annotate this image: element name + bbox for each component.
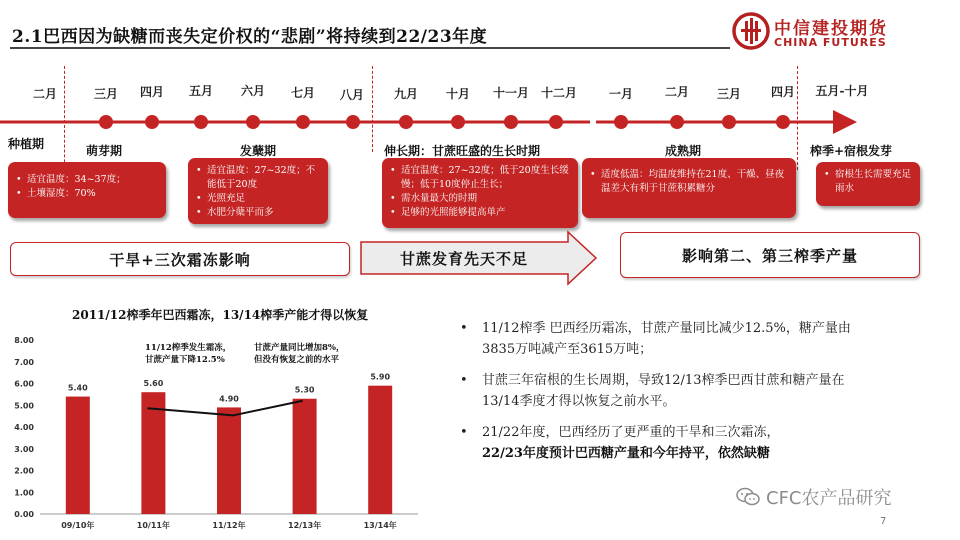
impact-second-third-season-text: 影响第二、第三榨季产量	[681, 246, 858, 265]
timeline-dot	[145, 115, 159, 129]
y-tick-label: 0.00	[14, 510, 34, 519]
logo-english-name: CHINA FUTURES	[774, 36, 887, 49]
analysis-bullets	[460, 318, 880, 474]
bar-value-label: 5.90	[370, 372, 391, 382]
maturity-info-box	[582, 158, 796, 218]
info-item: • 适宜温度：27~32度；不能低于20度	[196, 164, 320, 192]
stage-title-ratoon: 榨季+宿根发芽	[810, 144, 893, 158]
logo-chinese-name: 中信建投期货	[774, 19, 888, 39]
month-label: 六月	[240, 84, 266, 98]
bar	[66, 397, 90, 514]
y-tick-label: 2.00	[14, 466, 34, 476]
timeline-dot	[194, 115, 208, 129]
chart-annotation-recovery	[254, 342, 345, 366]
wechat-watermark	[736, 484, 892, 510]
stage-title-sprouting: 萌芽期	[86, 144, 123, 158]
bullet-text: 11/12榨季 巴西经历霜冻，甘蔗产量同比减少12.5%，糖产量由3835万吨减产至3615万吨；	[482, 321, 851, 357]
y-tick-label: 6.00	[14, 379, 34, 389]
y-tick-label: 8.00	[14, 336, 34, 345]
timeline-dot	[549, 115, 563, 129]
stage-title-planting: 种植期	[8, 137, 45, 151]
bullet-item	[460, 422, 880, 464]
bar-value-label: 5.40	[67, 383, 88, 393]
bullet-bold-text: 22/23年度预计巴西糖产量和今年持平，依然缺糖	[482, 446, 770, 461]
month-label: 二月	[32, 87, 58, 101]
logo-emblem-icon	[732, 12, 770, 50]
bar	[293, 399, 317, 514]
bullet-item	[460, 318, 880, 360]
stage-title-maturity: 成熟期	[665, 144, 702, 158]
chart-annotation-line: 11/12榨季发生霜冻，	[145, 343, 232, 353]
impact-drought-frost-text: 干旱+三次霜冻影响	[109, 250, 251, 269]
timeline-dot	[614, 115, 628, 129]
ratoon-info-box	[816, 162, 920, 206]
info-item: • 适宜温度：27~32度；低于20度生长缓慢；低于10度停止生长；	[390, 164, 570, 192]
period-separator	[797, 66, 798, 170]
bar-value-label: 4.90	[219, 394, 239, 404]
month-label: 三月	[93, 87, 119, 101]
chart-title: 2011/12榨季年巴西霜冻，13/14榨季产能才得以恢复	[72, 308, 369, 322]
timeline-dot	[670, 115, 684, 129]
month-label: 三月	[716, 87, 742, 101]
elongation-info-box	[382, 158, 578, 228]
x-tick-label: 11/12年	[212, 521, 246, 530]
info-item: • 光照充足	[196, 192, 320, 206]
bar-value-label: 5.30	[294, 385, 315, 395]
month-label: 九月	[393, 87, 419, 101]
info-item: • 适度低温：均温度维持在21度、干燥、昼夜温差大有利于甘蔗积累糖分	[590, 168, 788, 196]
timeline-dot	[722, 115, 736, 129]
bar-value-label: 5.60	[143, 379, 164, 389]
info-item: • 土壤湿度：70%	[16, 187, 158, 201]
sprouting-info-box	[8, 162, 166, 218]
month-label: 十月	[445, 87, 471, 101]
y-tick-label: 4.00	[14, 423, 34, 432]
company-logo	[732, 12, 902, 52]
month-label: 十一月	[492, 86, 530, 100]
timeline-dot	[246, 115, 260, 129]
bar	[141, 392, 165, 514]
impact-second-third-season-box	[620, 232, 920, 278]
impact-arrow-text: 甘蔗发育先天不足	[400, 250, 529, 268]
chart-annotation-frost	[145, 342, 231, 366]
info-item: • 水肥分蘖平而多	[196, 206, 320, 220]
x-tick-label: 12/13年	[288, 521, 322, 530]
x-tick-label: 10/11年	[136, 521, 170, 530]
info-item: • 足够的光照能够提高单产	[390, 206, 570, 220]
month-label: 二月	[664, 85, 690, 99]
month-label: 五月	[188, 84, 214, 98]
timeline-dot	[346, 115, 360, 129]
timeline-dot	[296, 115, 310, 129]
bullet-text: 21/22年度，巴西经历了更严重的干旱和三次霜冻，	[482, 425, 780, 440]
chart-annotation-line: 甘蔗产量下降12.5%	[145, 355, 225, 365]
info-item: • 适宜温度：34~37度；	[16, 173, 158, 187]
timeline-dot	[776, 115, 790, 129]
page-number: 7	[880, 516, 887, 527]
month-label: 七月	[290, 86, 316, 100]
bar	[368, 386, 392, 514]
bullet-text: 甘蔗三年宿根的生长周期，导致12/13榨季巴西甘蔗和糖产量在13/14季度才得以恢复之前水平。	[482, 373, 845, 409]
timeline-dot	[504, 115, 518, 129]
wechat-icon	[736, 487, 760, 507]
month-label: 五月-十月	[815, 84, 869, 98]
page-title: 2.1巴西因为缺糖而丧失定价权的“悲剧”将持续到22/23年度	[12, 27, 488, 47]
chart-annotation-line: 但没有恢复之前的水平	[254, 355, 340, 365]
impact-drought-frost-box	[10, 242, 350, 276]
stage-title-tillering: 发蘖期	[240, 144, 277, 158]
x-tick-label: 13/14年	[363, 521, 397, 530]
chart-annotation-line: 甘蔗产量同比增加8%，	[254, 343, 345, 353]
info-item: • 需水量最大的时期	[390, 192, 570, 206]
y-tick-label: 1.00	[14, 488, 34, 498]
bar	[217, 407, 241, 514]
bullet-item	[460, 370, 880, 412]
y-tick-label: 3.00	[14, 444, 34, 454]
month-label: 十二月	[540, 86, 578, 100]
watermark-text: CFC农产品研究	[766, 488, 892, 509]
x-tick-label: 09/10年	[61, 521, 95, 530]
month-label: 八月	[339, 88, 365, 102]
title-divider	[10, 47, 730, 49]
tillering-info-box	[188, 158, 328, 224]
timeline-dot	[99, 115, 113, 129]
timeline-dot	[399, 115, 413, 129]
timeline-dot	[451, 115, 465, 129]
month-label: 四月	[139, 85, 165, 99]
stage-title-elongation: 伸长期：甘蔗旺盛的生长时期	[384, 144, 541, 158]
month-label: 一月	[608, 87, 634, 101]
month-label: 四月	[770, 85, 796, 99]
y-tick-label: 5.00	[14, 401, 34, 411]
period-separator	[372, 66, 373, 152]
info-item: • 宿根生长需要充足雨水	[824, 168, 912, 196]
y-tick-label: 7.00	[14, 357, 34, 367]
